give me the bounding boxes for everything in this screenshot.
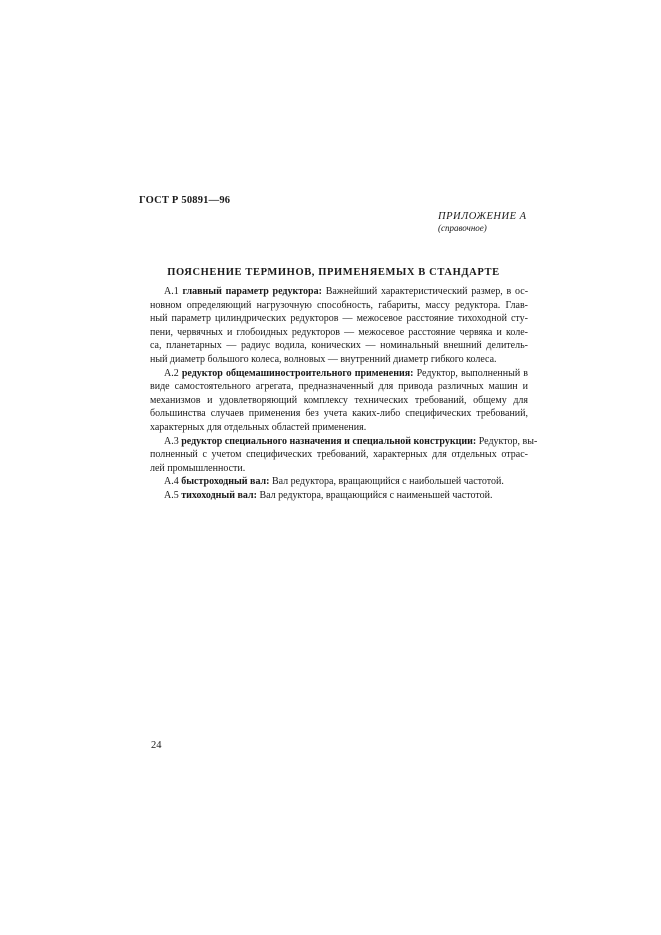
term-name: быстроходный вал: <box>181 476 270 488</box>
term-number: А.2 <box>164 367 179 379</box>
paragraph-line: пени, червячных и глобоидных редукторов — межосевое расстояние червяка и коле- <box>150 326 528 338</box>
paragraph-a3-line-1 <box>150 435 538 449</box>
paragraph-line: ный диаметр большого колеса, волновых — внутренний диаметр гибкого колеса. <box>150 353 497 365</box>
paragraph-a2-line-1 <box>150 367 528 381</box>
term-number: А.5 <box>164 489 179 501</box>
term-definition-text: Редуктор, вы- <box>478 435 538 447</box>
paragraph-line: характерных для отдельных областей применения. <box>150 421 367 433</box>
paragraph-line: механизмов и удовлетворяющий комплексу технических требований, общему для <box>150 394 528 406</box>
paragraph-line: полненный с учетом специфических требований, характерных для отдельных отрас- <box>150 449 528 461</box>
term-definition-text: Вал редуктора, вращающийся с наибольшей частотой. <box>271 476 504 488</box>
paragraph-line: новном определяющий нагрузочную способность, габариты, массу редуктора. Глав- <box>150 299 528 311</box>
annex-heading <box>438 211 528 233</box>
term-name: редуктор специального назначения и специальной конструкции: <box>181 435 477 447</box>
paragraph-line: виде самостоятельного агрегата, предназначенный для привода различных машин и <box>150 381 528 393</box>
term-name: редуктор общемашиностроительного применения: <box>181 367 414 379</box>
term-definition-text: Редуктор, выполненный в <box>416 367 529 379</box>
term-definition-text: Вал редуктора, вращающийся с наименьшей частотой. <box>259 489 493 501</box>
section-title: ПОЯСНЕНИЕ ТЕРМИНОВ, ПРИМЕНЯЕМЫХ В СТАНДАРТЕ <box>167 267 500 278</box>
paragraph-line: ный параметр цилиндрических редукторов — межосевое расстояние тихоходной сту- <box>150 313 528 325</box>
annex-note: (справочное) <box>438 223 487 233</box>
term-number: А.1 <box>164 286 179 297</box>
paragraph-line: большинства случаев применения без учета каких-либо специфических требований, <box>150 408 528 420</box>
term-name: тихоходный вал: <box>181 489 257 501</box>
page-number: 24 <box>151 740 162 751</box>
paragraph-line: лей промышленности. <box>150 462 246 474</box>
paragraph-a5-line-1 <box>150 489 528 503</box>
document-code: ГОСТ Р 50891—96 <box>139 195 231 206</box>
paragraph-a1-line-1 <box>150 285 528 299</box>
paragraph-a4-line-1 <box>150 475 528 489</box>
paragraph-line: са, планетарных — радиус водила, конических — номинальный внешний делитель- <box>150 340 528 352</box>
term-name: главный параметр редуктора: <box>182 286 322 297</box>
term-number: А.3 <box>164 435 179 447</box>
term-definition-text: Важнейший характеристический размер, в ос- <box>325 286 529 297</box>
terms-body <box>150 285 538 503</box>
annex-title: ПРИЛОЖЕНИЕ А <box>438 211 527 222</box>
term-number: А.4 <box>164 476 179 488</box>
